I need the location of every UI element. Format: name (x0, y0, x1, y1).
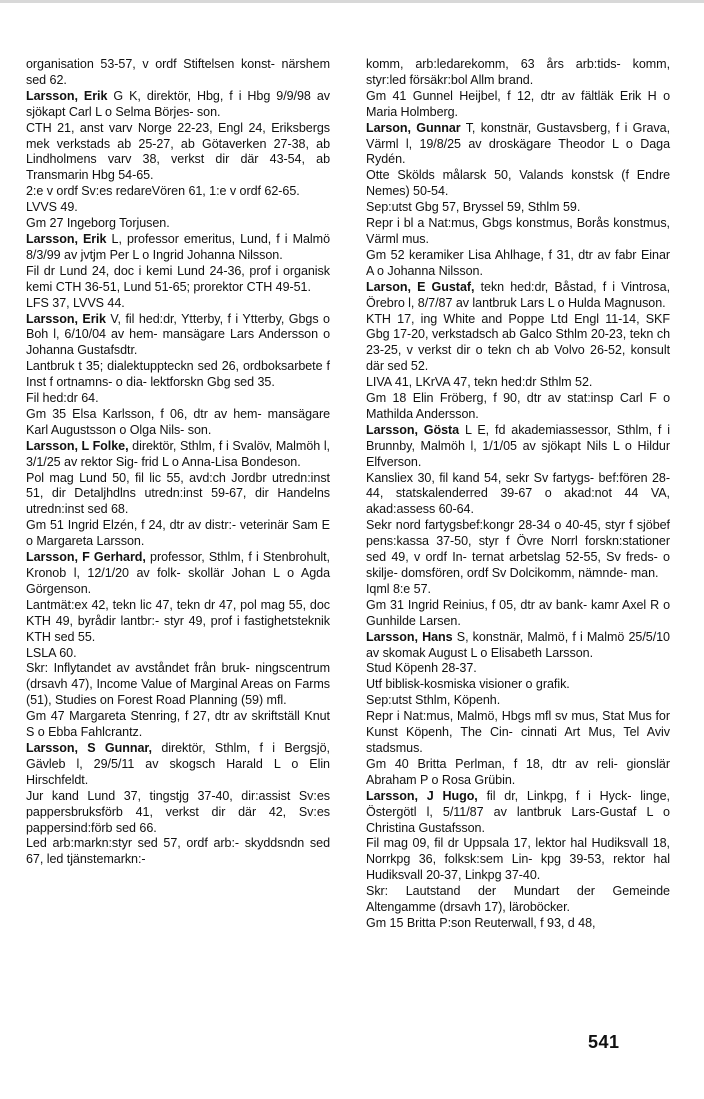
entry-paragraph (26, 661, 330, 709)
entry-text: Lantmät:ex 42, tekn lic 47, tekn dr 47, pol mag 55, doc KTH 49, byrådir lantbr:- styr 49, prof i fastighetsteknik KTH sed 55. (26, 597, 330, 644)
entry-paragraph (366, 693, 670, 709)
entry-name: Larsson, Hans (366, 629, 453, 644)
entry-paragraph (26, 471, 330, 519)
entry-name: Larsson, Erik (26, 311, 106, 326)
page-number: 541 (588, 1032, 620, 1052)
entry-text: Stud Köpenh 28-37. (366, 661, 477, 676)
entry-paragraph (366, 216, 670, 248)
entry-text: professor, Sthlm, f i Stenbrohult, Kronob l, 12/1/20 av folk- skollär Johan L o Agda Görgenson. (26, 550, 330, 596)
entry-paragraph (366, 423, 670, 471)
entry-text: tekn hed:dr, Båstad, f i Vintrosa, Örebro l, 8/7/87 av lantbruk Lars L o Hulda Magnuson. (366, 279, 671, 310)
entry-text: Sekr nord fartygsbef:kongr 28-34 o 40-45, styr f sjöbef pens:kassa 37-50, styr f Övre Norrl forskn:stationer sed 49, v ordf In- ternat arbetslag 52-55, Sv freds- o skilje- domsfören, ordf Sv Dolcikomm, nämnde- man. (366, 518, 670, 580)
entry-paragraph (26, 789, 330, 837)
entry-paragraph (366, 200, 670, 216)
entry-paragraph (26, 89, 330, 121)
entry-text: Gm 27 Ingeborg Torjusen. (26, 216, 170, 231)
entry-name: Larsson, S Gunnar, (26, 740, 152, 755)
entry-name: Larsson, Gösta (366, 422, 460, 437)
entry-text: Lantbruk t 35; dialektuppteckn sed 26, ordboksarbete f Inst f ortnamns- o dia- lektforskn Gbg sed 35. (26, 359, 330, 390)
entry-name: Larson, E Gustaf, (366, 279, 475, 294)
entry-name: Larsson, Erik (26, 231, 107, 246)
entry-paragraph (366, 916, 670, 932)
entry-paragraph (366, 661, 670, 677)
entry-paragraph (366, 836, 670, 884)
entry-paragraph (366, 248, 670, 280)
entry-text: KTH 17, ing White and Poppe Ltd Engl 11-14, SKF Gbg 17-20, verkstadsch ab Galco Sthlm 20-23, tekn ch 23-25, v verkst dir o tekn ch ab Volvo 26-52, konsult där sed 52. (366, 311, 670, 374)
entry-paragraph (26, 391, 330, 407)
entry-text: Iqml 8:e 57. (366, 581, 431, 596)
entry-text: Sep:utst Sthlm, Köpenh. (366, 693, 501, 708)
entry-text: LIVA 41, LKrVA 47, tekn hed:dr Sthlm 52. (366, 375, 593, 390)
entry-text: T, konstnär, Gustavsberg, f i Grava, Värml l, 19/8/25 av droskägare Theodor L o Daga Rydén. (366, 120, 671, 167)
entry-paragraph (366, 471, 670, 519)
entry-paragraph (366, 789, 670, 837)
entry-paragraph (26, 741, 330, 789)
entry-paragraph (26, 359, 330, 391)
entry-paragraph (366, 89, 670, 121)
entry-text: Gm 15 Britta P:son Reuterwall, f 93, d 48, (366, 915, 596, 930)
entry-paragraph (26, 216, 330, 232)
entry-text: Skr: Lautstand der Mundart der Gemeinde Altengamme (drsavh 17), läroböcker. (366, 884, 670, 915)
entry-text: Gm 41 Gunnel Heijbel, f 12, dtr av fältläk Erik H o Maria Holmberg. (366, 88, 670, 119)
entry-paragraph (366, 312, 670, 376)
entry-text: Led arb:markn:styr sed 57, ordf arb:- skyddsndn sed 67, led tjänstemarkn:- (26, 836, 330, 867)
entry-paragraph (366, 121, 670, 169)
entry-text: Pol mag Lund 50, fil lic 55, avd:ch Jordbr utredn:inst 51, dir Detaljhdlns utredn:inst 59-67, dir Handelns utredn:inst sed 68. (26, 470, 330, 517)
entry-text: G K, direktör, Hbg, f i Hbg 9/9/98 av sjökapt Carl L o Selma Börjes- son. (26, 88, 330, 119)
entry-paragraph (26, 184, 330, 200)
entry-paragraph (26, 646, 330, 662)
entry-paragraph (26, 598, 330, 646)
entry-text: L E, fd akademiassessor, Sthlm, f i Brunnby, Malmöh l, 1/1/05 av sjökapt Nils L o Hildur Elfverson. (366, 422, 670, 469)
entry-text: V, fil hed:dr, Ytterby, f i Ytterby, Gbgs o Boh l, 6/10/04 av hem- mansägare Lars Andersson o Johanna Gustafsdtr. (26, 311, 330, 358)
entry-paragraph (26, 709, 330, 741)
right-column (366, 57, 670, 932)
entry-text: S, konstnär, Malmö, f i Malmö 25/5/10 av skomak August L o Elisabeth Larsson. (366, 629, 670, 660)
entry-paragraph (26, 439, 330, 471)
entry-text: Kansliex 30, fil kand 54, sekr Sv fartygs- bef:fören 28-44, statskalenderred 39-67 o akad:not 44 VA, akad:assess 60-64. (366, 470, 670, 517)
entry-paragraph (366, 518, 670, 582)
entry-paragraph (26, 836, 330, 868)
entry-name: Larsson, J Hugo, (366, 788, 478, 803)
entry-text: Gm 35 Elsa Karlsson, f 06, dtr av hem- mansägare Karl Augustsson o Olga Nils- son. (26, 406, 330, 437)
entry-paragraph (26, 200, 330, 216)
entry-text: organisation 53-57, v ordf Stiftelsen konst- närshem sed 62. (26, 57, 330, 87)
entry-paragraph (366, 598, 670, 630)
entry-text: Repr i bl a Nat:mus, Gbgs konstmus, Borås konstmus, Värml mus. (366, 216, 670, 246)
entry-text: L, professor emeritus, Lund, f i Malmö 8/3/99 av jvtjm Per L o Ingrid Johanna Nilsson. (26, 231, 330, 262)
entry-paragraph (26, 57, 330, 89)
page-top-edge (0, 0, 704, 3)
entry-paragraph (366, 582, 670, 598)
entry-paragraph (366, 709, 670, 757)
entry-text: fil dr, Linkpg, f i Hyck- linge, Östergötl l, 5/11/87 av lantbruk Lars-Gustaf L o Christina Gustafsson. (366, 788, 670, 835)
entry-paragraph (366, 884, 670, 916)
entry-paragraph (26, 121, 330, 185)
entry-text: Fil dr Lund 24, doc i kemi Lund 24-36, prof i organisk kemi CTH 36-51, Lund 51-65; prorektor CTH 49-51. (26, 263, 330, 294)
entry-text: direktör, Sthlm, f i Bergsjö, Gävleb l, 29/5/11 av skogsch Harald L o Elin Hirschfeldt. (26, 740, 330, 787)
entry-text: Fil hed:dr 64. (26, 391, 99, 406)
entry-text: komm, arb:ledarekomm, 63 års arb:tids- komm, styr:led försäkr:bol Allm brand. (366, 57, 670, 87)
entry-text: Gm 51 Ingrid Elzén, f 24, dtr av distr:- veterinär Sam E o Margareta Larsson. (26, 518, 330, 549)
entry-name: Larsson, F Gerhard, (26, 550, 146, 565)
entry-paragraph (26, 518, 330, 550)
entry-text: Otte Skölds målarsk 50, Valands konstsk (f Endre Nemes) 50-54. (366, 168, 670, 199)
entry-paragraph (26, 264, 330, 296)
entry-text: CTH 21, anst varv Norge 22-23, Engl 24, Eriksbergs mek verkstads ab 25-27, ab Götaverken 27-38, ab Lindholmens varv 38, verkst dir där 43-54, ab Transmarin Hbg 54-65. (26, 120, 330, 183)
entry-text: Gm 47 Margareta Stenring, f 27, dtr av skriftställ Knut S o Ebba Fahlcrantz. (26, 709, 330, 740)
entry-paragraph (26, 550, 330, 598)
entry-text: Utf biblisk-kosmiska visioner o grafik. (366, 677, 570, 692)
entry-text: Gm 52 keramiker Lisa Ahlhage, f 31, dtr av fabr Einar A o Johanna Nilsson. (366, 247, 670, 278)
entry-name: Larsson, Erik (26, 88, 108, 103)
entry-text: LFS 37, LVVS 44. (26, 295, 125, 310)
entry-text: Gm 40 Britta Perlman, f 18, dtr av reli- gionslär Abraham P o Rosa Grübin. (366, 756, 670, 787)
entry-text: Sep:utst Gbg 57, Bryssel 59, Sthlm 59. (366, 200, 581, 215)
entry-paragraph (366, 168, 670, 200)
entry-paragraph (26, 407, 330, 439)
entry-paragraph (366, 57, 670, 89)
entry-text: LSLA 60. (26, 645, 77, 660)
entry-text: direktör, Sthlm, f i Svalöv, Malmöh l, 3/1/25 av rektor Sig- frid L o Anna-Lisa Bondeson. (26, 438, 330, 469)
entry-paragraph (366, 757, 670, 789)
entry-text: LVVS 49. (26, 200, 78, 215)
left-column (26, 57, 330, 868)
entry-text: Fil mag 09, fil dr Uppsala 17, lektor hal Hudiksvall 18, Norrkpg 36, folksk:sem Lin- kpg 39-53, rektor hal Hudiksvall 20-37, Linkpg 37-40. (366, 836, 670, 883)
entry-text: Gm 18 Elin Fröberg, f 90, dtr av stat:insp Carl F o Mathilda Andersson. (366, 391, 670, 421)
entry-name: Larson, Gunnar (366, 120, 461, 135)
entry-paragraph (26, 312, 330, 360)
entry-paragraph (366, 280, 670, 312)
entry-paragraph (366, 630, 670, 662)
entry-paragraph (366, 391, 670, 423)
entry-paragraph (366, 677, 670, 693)
entry-paragraph (26, 232, 330, 264)
entry-paragraph (26, 296, 330, 312)
entry-text: 2:e v ordf Sv:es redareVören 61, 1:e v ordf 62-65. (26, 184, 300, 199)
entry-text: Gm 31 Ingrid Reinius, f 05, dtr av bank- kamr Axel R o Gunhilde Larsen. (366, 597, 670, 628)
entry-name: Larsson, L Folke, (26, 438, 129, 453)
entry-paragraph (366, 375, 670, 391)
entry-text: Skr: Inflytandet av avståndet från bruk- ningscentrum (drsavh 47), Income Value of Marginal Areas on Farms (51), Studies on Forest Road Planning (59) mfl. (26, 661, 330, 708)
entry-text: Repr i Nat:mus, Malmö, Hbgs mfl sv mus, Stat Mus for Kunst Köpenh, The Cin- cinnati Art Mus, Tel Aviv stadsmus. (366, 709, 670, 755)
entry-text: Jur kand Lund 37, tingstjg 37-40, dir:assist Sv:es pappersbruksförb 41, verkst dir där 42, Sv:es pappersind:förb sed 66. (26, 788, 330, 835)
